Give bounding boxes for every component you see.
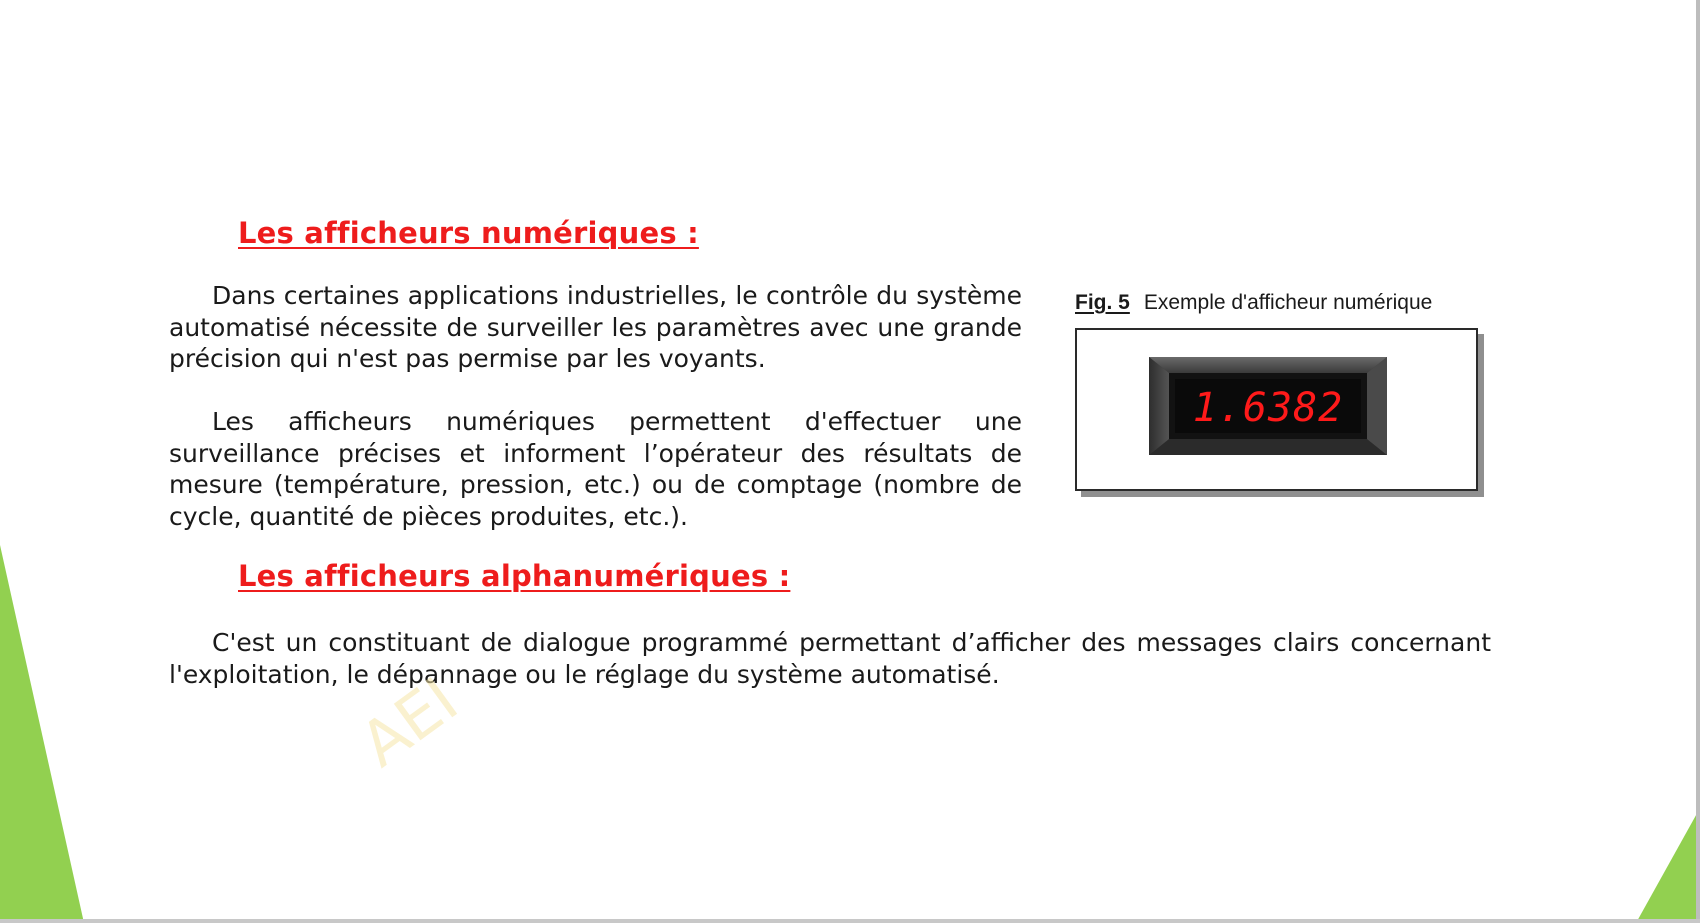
figure-label: Fig. 5	[1075, 291, 1130, 314]
paragraph-numeriques-intro: Dans certaines applications industrielles, le contrôle du système automatisé nécessite de surveiller les paramètres avec une grande précision qui n'est pas permise par les voyants.	[169, 281, 1022, 373]
digital-display-device-image	[1149, 357, 1387, 455]
heading-afficheurs-numeriques: Les afficheurs numériques :	[238, 216, 699, 250]
left-green-triangle-decoration	[0, 0, 90, 923]
bottom-edge-border	[0, 919, 1700, 923]
paragraph-alphanumeriques: C'est un constituant de dialogue programmé permettant d’afficher des messages clairs concernant l'exploitation, le dépannage ou le réglage du système automatisé.	[169, 628, 1491, 689]
display-readout-value: 1.6382	[1192, 385, 1344, 431]
figure-caption	[1075, 291, 1432, 315]
watermark-text: AEI	[347, 663, 471, 781]
paragraph-numeriques-usage: Les afficheurs numériques permettent d'effectuer une surveillance précises et informent l’opérateur des résultats de mesure (température, pression, etc.) ou de comptage (nombre de cycle, quantité de pièces produites, etc.).	[169, 407, 1022, 531]
figure-caption-text: Exemple d'afficheur numérique	[1143, 291, 1433, 314]
heading-afficheurs-alphanumeriques: Les afficheurs alphanumériques :	[238, 559, 791, 593]
figure-frame	[1075, 328, 1478, 491]
right-edge-border	[1696, 0, 1700, 923]
